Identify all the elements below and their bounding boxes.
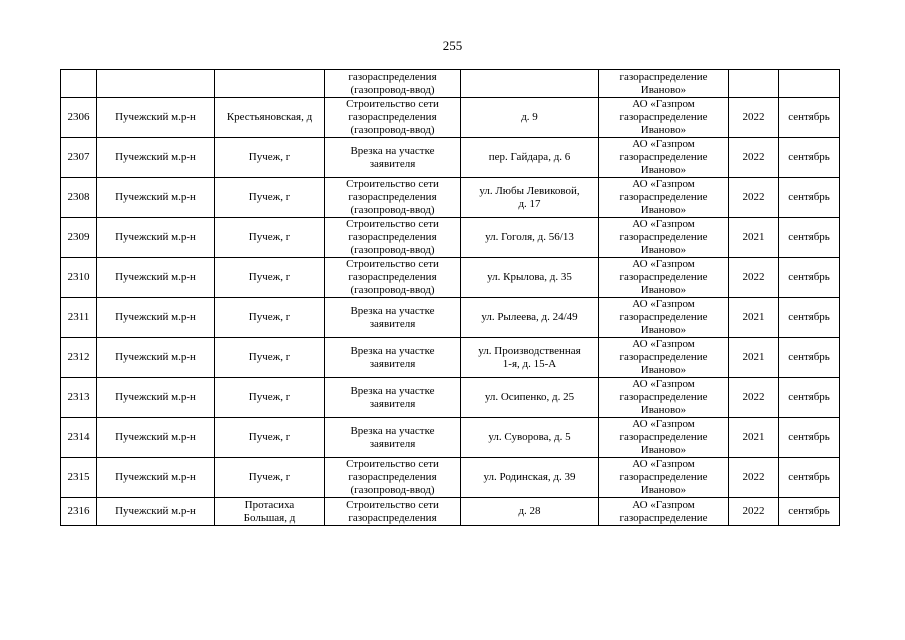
month-cell: сентябрь: [779, 258, 840, 298]
organization-cell: АО «Газпром газораспределение Иваново»: [599, 378, 729, 418]
address-cell: ул. Производственная 1-я, д. 15-А: [461, 338, 599, 378]
row-number-cell: 2310: [61, 258, 97, 298]
work-type-cell: Строительство сети газораспределения (газопровод-ввод): [325, 258, 461, 298]
organization-cell: АО «Газпром газораспределение Иваново»: [599, 458, 729, 498]
row-number-cell: 2306: [61, 98, 97, 138]
month-cell: сентябрь: [779, 218, 840, 258]
year-cell: 2021: [729, 418, 779, 458]
district-cell: [97, 70, 215, 98]
work-type-cell: Строительство сети газораспределения (газопровод-ввод): [325, 218, 461, 258]
work-type-cell: Врезка на участке заявителя: [325, 298, 461, 338]
month-cell: сентябрь: [779, 498, 840, 526]
month-cell: сентябрь: [779, 418, 840, 458]
table-row: [61, 258, 840, 298]
row-number-cell: 2309: [61, 218, 97, 258]
month-cell: сентябрь: [779, 378, 840, 418]
address-cell: д. 28: [461, 498, 599, 526]
row-number-cell: 2313: [61, 378, 97, 418]
settlement-cell: Пучеж, г: [215, 418, 325, 458]
year-cell: 2022: [729, 178, 779, 218]
organization-cell: АО «Газпром газораспределение Иваново»: [599, 298, 729, 338]
organization-cell: АО «Газпром газораспределение Иваново»: [599, 338, 729, 378]
row-number-cell: 2308: [61, 178, 97, 218]
settlement-cell: [215, 70, 325, 98]
address-cell: ул. Крылова, д. 35: [461, 258, 599, 298]
address-cell: д. 9: [461, 98, 599, 138]
year-cell: 2021: [729, 218, 779, 258]
settlement-cell: Пучеж, г: [215, 258, 325, 298]
year-cell: 2022: [729, 98, 779, 138]
settlement-cell: Пучеж, г: [215, 338, 325, 378]
table-row: [61, 138, 840, 178]
organization-cell: газораспределение Иваново»: [599, 70, 729, 98]
year-cell: 2021: [729, 298, 779, 338]
work-type-cell: Строительство сети газораспределения (газопровод-ввод): [325, 98, 461, 138]
year-cell: [729, 70, 779, 98]
work-type-cell: Врезка на участке заявителя: [325, 378, 461, 418]
settlement-cell: Крестьяновская, д: [215, 98, 325, 138]
settlement-cell: Протасиха Большая, д: [215, 498, 325, 526]
work-type-cell: Строительство сети газораспределения (газопровод-ввод): [325, 458, 461, 498]
month-cell: сентябрь: [779, 298, 840, 338]
month-cell: [779, 70, 840, 98]
row-number-cell: 2314: [61, 418, 97, 458]
district-cell: Пучежский м.р-н: [97, 98, 215, 138]
table-row: [61, 218, 840, 258]
district-cell: Пучежский м.р-н: [97, 418, 215, 458]
district-cell: Пучежский м.р-н: [97, 218, 215, 258]
organization-cell: АО «Газпром газораспределение: [599, 498, 729, 526]
organization-cell: АО «Газпром газораспределение Иваново»: [599, 258, 729, 298]
settlement-cell: Пучеж, г: [215, 458, 325, 498]
settlement-cell: Пучеж, г: [215, 218, 325, 258]
table-row: [61, 338, 840, 378]
table-row: [61, 458, 840, 498]
row-number-cell: 2315: [61, 458, 97, 498]
address-cell: ул. Суворова, д. 5: [461, 418, 599, 458]
work-type-cell: газораспределения (газопровод-ввод): [325, 70, 461, 98]
year-cell: 2021: [729, 338, 779, 378]
organization-cell: АО «Газпром газораспределение Иваново»: [599, 418, 729, 458]
district-cell: Пучежский м.р-н: [97, 458, 215, 498]
month-cell: сентябрь: [779, 338, 840, 378]
organization-cell: АО «Газпром газораспределение Иваново»: [599, 218, 729, 258]
year-cell: 2022: [729, 458, 779, 498]
gas-connection-table: [60, 69, 840, 526]
row-number-cell: 2311: [61, 298, 97, 338]
district-cell: Пучежский м.р-н: [97, 338, 215, 378]
month-cell: сентябрь: [779, 138, 840, 178]
district-cell: Пучежский м.р-н: [97, 138, 215, 178]
table-row: [61, 418, 840, 458]
table-row: [61, 378, 840, 418]
address-cell: ул. Гоголя, д. 56/13: [461, 218, 599, 258]
table-row: [61, 98, 840, 138]
row-number-cell: 2312: [61, 338, 97, 378]
district-cell: Пучежский м.р-н: [97, 498, 215, 526]
row-number-cell: 2316: [61, 498, 97, 526]
table-row: [61, 498, 840, 526]
organization-cell: АО «Газпром газораспределение Иваново»: [599, 178, 729, 218]
address-cell: ул. Осипенко, д. 25: [461, 378, 599, 418]
address-cell: [461, 70, 599, 98]
settlement-cell: Пучеж, г: [215, 178, 325, 218]
district-cell: Пучежский м.р-н: [97, 178, 215, 218]
work-type-cell: Врезка на участке заявителя: [325, 138, 461, 178]
row-number-cell: 2307: [61, 138, 97, 178]
district-cell: Пучежский м.р-н: [97, 378, 215, 418]
year-cell: 2022: [729, 378, 779, 418]
address-cell: ул. Любы Левиковой, д. 17: [461, 178, 599, 218]
address-cell: ул. Рылеева, д. 24/49: [461, 298, 599, 338]
table-body: [61, 70, 840, 526]
table-row: [61, 178, 840, 218]
settlement-cell: Пучеж, г: [215, 138, 325, 178]
organization-cell: АО «Газпром газораспределение Иваново»: [599, 98, 729, 138]
month-cell: сентябрь: [779, 98, 840, 138]
table-row: [61, 298, 840, 338]
work-type-cell: Врезка на участке заявителя: [325, 418, 461, 458]
organization-cell: АО «Газпром газораспределение Иваново»: [599, 138, 729, 178]
work-type-cell: Строительство сети газораспределения: [325, 498, 461, 526]
district-cell: Пучежский м.р-н: [97, 258, 215, 298]
address-cell: пер. Гайдара, д. 6: [461, 138, 599, 178]
year-cell: 2022: [729, 138, 779, 178]
row-number-cell: [61, 70, 97, 98]
month-cell: сентябрь: [779, 178, 840, 218]
table-row-continued: [61, 70, 840, 98]
year-cell: 2022: [729, 498, 779, 526]
work-type-cell: Строительство сети газораспределения (газопровод-ввод): [325, 178, 461, 218]
address-cell: ул. Родинская, д. 39: [461, 458, 599, 498]
work-type-cell: Врезка на участке заявителя: [325, 338, 461, 378]
district-cell: Пучежский м.р-н: [97, 298, 215, 338]
settlement-cell: Пучеж, г: [215, 378, 325, 418]
month-cell: сентябрь: [779, 458, 840, 498]
page-number: 255: [442, 38, 463, 53]
year-cell: 2022: [729, 258, 779, 298]
settlement-cell: Пучеж, г: [215, 298, 325, 338]
